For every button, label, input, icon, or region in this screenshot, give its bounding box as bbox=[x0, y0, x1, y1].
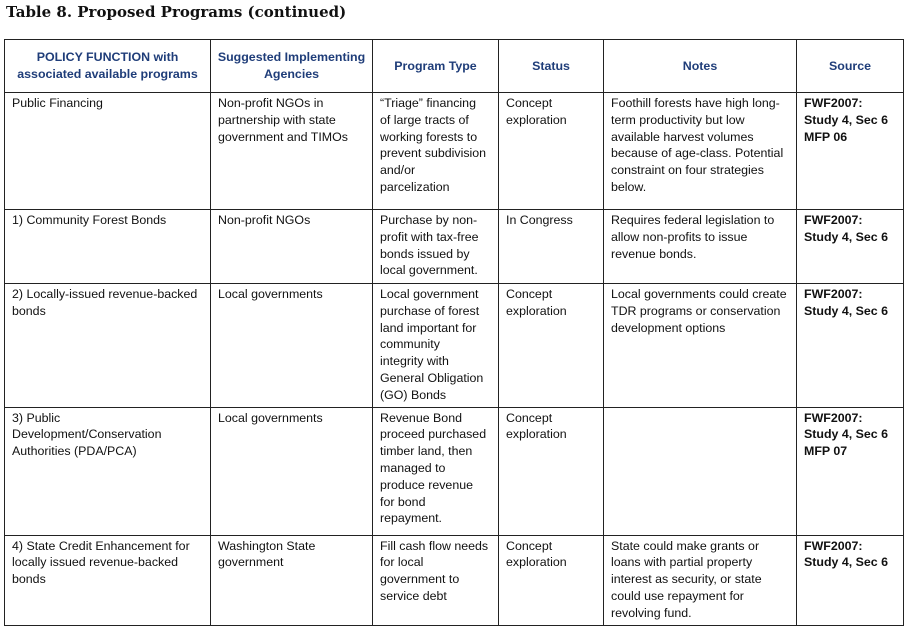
cell-status bbox=[499, 407, 604, 535]
cell-line: produce revenue bbox=[380, 477, 473, 492]
cell-line: Study 4, Sec 6 bbox=[804, 555, 889, 570]
cell-line: bonds bbox=[12, 303, 46, 318]
cell-line: Study 4, Sec 6 bbox=[804, 427, 889, 442]
cell-line: constraint on four strategies bbox=[611, 163, 764, 178]
cell-line: revenue bonds. bbox=[611, 246, 697, 261]
cell-line: General Obligation bbox=[380, 370, 484, 385]
header-row bbox=[5, 40, 904, 93]
cell-line: bonds issued by bbox=[380, 246, 470, 261]
cell-line: government to bbox=[380, 572, 460, 587]
table-row bbox=[5, 210, 904, 284]
cell-line: FWF2007: bbox=[804, 410, 863, 425]
cell-line: TDR programs or conservation bbox=[611, 303, 781, 318]
cell-line: FWF2007: bbox=[804, 287, 863, 301]
cell-source bbox=[797, 535, 904, 625]
cell-line: and/or bbox=[380, 163, 416, 178]
cell-line: integrity with bbox=[380, 354, 449, 369]
cell-line: Study 4, Sec 6 bbox=[804, 303, 889, 318]
cell-line: available harvest volumes bbox=[611, 129, 754, 144]
cell-line: Non-profit NGOs bbox=[218, 213, 311, 227]
cell-line: Concept bbox=[506, 538, 553, 553]
cell-line: 2) Locally-issued revenue-backed bbox=[12, 287, 198, 301]
cell-line: service debt bbox=[380, 588, 447, 603]
cell-line: development options bbox=[611, 320, 726, 335]
cell-program-type bbox=[373, 284, 499, 408]
cell-line: Concept bbox=[506, 287, 553, 301]
cell-line: (GO) Bonds bbox=[380, 387, 447, 402]
cell-line: Study 4, Sec 6 bbox=[804, 229, 889, 244]
cell-line: profit with tax-free bbox=[380, 229, 479, 244]
cell-line: Fill cash flow needs bbox=[380, 538, 489, 553]
cell-line: Washington State bbox=[218, 538, 316, 553]
cell-line: 4) State Credit Enhancement for bbox=[12, 538, 190, 553]
cell-line: Concept bbox=[506, 96, 553, 110]
cell-line: parcelization bbox=[380, 179, 450, 194]
cell-line: could use repayment for bbox=[611, 588, 744, 603]
cell-policy-function bbox=[5, 284, 211, 408]
cell-line: proceed purchased bbox=[380, 427, 487, 442]
cell-line: FWF2007: bbox=[804, 96, 863, 110]
cell-notes bbox=[604, 93, 797, 210]
cell-source bbox=[797, 210, 904, 284]
programs-table bbox=[4, 39, 904, 626]
cell-line: local government. bbox=[380, 263, 478, 278]
cell-line: government bbox=[218, 555, 284, 570]
cell-line: government and TIMOs bbox=[218, 129, 348, 144]
cell-line: exploration bbox=[506, 555, 567, 570]
header-notes: Notes bbox=[604, 40, 797, 93]
cell-line: Revenue Bond bbox=[380, 410, 462, 425]
cell-source bbox=[797, 407, 904, 535]
cell-agencies bbox=[211, 210, 373, 284]
cell-line: Public Financing bbox=[12, 96, 103, 110]
cell-line: Development/Conservation bbox=[12, 427, 162, 442]
cell-program-type bbox=[373, 407, 499, 535]
cell-line: FWF2007: bbox=[804, 538, 863, 553]
cell-line: MFP 06 bbox=[804, 129, 848, 144]
header-source: Source bbox=[797, 40, 904, 93]
cell-line: MFP 07 bbox=[804, 444, 848, 459]
cell-line: Local government bbox=[380, 287, 479, 301]
cell-source bbox=[797, 93, 904, 210]
cell-line: Authorities (PDA/PCA) bbox=[12, 444, 137, 459]
cell-line: Local governments bbox=[218, 287, 323, 301]
cell-line: Concept bbox=[506, 410, 553, 425]
cell-line: land important for bbox=[380, 320, 477, 335]
cell-line: partnership with state bbox=[218, 112, 336, 127]
cell-line: repayment. bbox=[380, 511, 442, 526]
cell-line: exploration bbox=[506, 427, 567, 442]
cell-source bbox=[797, 284, 904, 408]
table-body bbox=[5, 93, 904, 626]
table-row bbox=[5, 93, 904, 210]
cell-agencies bbox=[211, 407, 373, 535]
cell-line: Non-profit NGOs in bbox=[218, 96, 324, 110]
cell-agencies bbox=[211, 93, 373, 210]
cell-line: Purchase by non- bbox=[380, 213, 478, 227]
table-caption: Table 8. Proposed Programs (continued) bbox=[6, 3, 347, 21]
cell-line: exploration bbox=[506, 112, 567, 127]
table-row bbox=[5, 535, 904, 625]
cell-line: 3) Public bbox=[12, 410, 61, 425]
cell-line: interest as security, or state bbox=[611, 572, 762, 587]
cell-program-type bbox=[373, 210, 499, 284]
table-row bbox=[5, 284, 904, 408]
cell-line: prevent subdivision bbox=[380, 146, 487, 161]
cell-line: 1) Community Forest Bonds bbox=[12, 213, 167, 227]
cell-line: working forests to bbox=[380, 129, 478, 144]
cell-line: locally issued revenue-backed bbox=[12, 555, 178, 570]
cell-line: exploration bbox=[506, 303, 567, 318]
cell-policy-function bbox=[5, 93, 211, 210]
cell-agencies bbox=[211, 284, 373, 408]
cell-line: below. bbox=[611, 179, 647, 194]
header-program-type: Program Type bbox=[373, 40, 499, 93]
cell-notes bbox=[604, 284, 797, 408]
cell-line: because of age-class. Potential bbox=[611, 146, 784, 161]
cell-line: timber land, then bbox=[380, 444, 473, 459]
cell-line: Study 4, Sec 6 bbox=[804, 112, 889, 127]
cell-line: revolving fund. bbox=[611, 605, 692, 620]
cell-status bbox=[499, 210, 604, 284]
cell-line: FWF2007: bbox=[804, 213, 863, 227]
cell-line: “Triage” financing bbox=[380, 96, 476, 110]
cell-program-type bbox=[373, 93, 499, 210]
cell-line: term productivity but low bbox=[611, 112, 745, 127]
cell-policy-function bbox=[5, 407, 211, 535]
cell-line: Foothill forests have high long- bbox=[611, 96, 780, 110]
cell-notes bbox=[604, 210, 797, 284]
cell-line: loans with partial property bbox=[611, 555, 753, 570]
header-policy-function: POLICY FUNCTION with associated available programs bbox=[5, 40, 211, 93]
cell-line: Local governments bbox=[218, 410, 323, 425]
cell-program-type bbox=[373, 535, 499, 625]
header-agencies: Suggested Implementing Agencies bbox=[211, 40, 373, 93]
cell-policy-function bbox=[5, 210, 211, 284]
cell-line: bonds bbox=[12, 572, 46, 587]
cell-line: allow non-profits to issue bbox=[611, 229, 748, 244]
cell-line: for bond bbox=[380, 494, 426, 509]
cell-line: Local governments could create bbox=[611, 287, 787, 301]
cell-line: Requires federal legislation to bbox=[611, 213, 775, 227]
cell-notes bbox=[604, 535, 797, 625]
cell-notes bbox=[604, 407, 797, 535]
cell-policy-function bbox=[5, 535, 211, 625]
header-status: Status bbox=[499, 40, 604, 93]
cell-line: of large tracts of bbox=[380, 112, 469, 127]
cell-line: community bbox=[380, 337, 440, 352]
cell-line: In Congress bbox=[506, 213, 573, 227]
cell-line: for local bbox=[380, 555, 424, 570]
cell-line: purchase of forest bbox=[380, 303, 480, 318]
cell-line: State could make grants or bbox=[611, 538, 760, 553]
cell-status bbox=[499, 93, 604, 210]
cell-line: managed to bbox=[380, 460, 446, 475]
table-row bbox=[5, 407, 904, 535]
cell-agencies bbox=[211, 535, 373, 625]
cell-status bbox=[499, 284, 604, 408]
cell-status bbox=[499, 535, 604, 625]
